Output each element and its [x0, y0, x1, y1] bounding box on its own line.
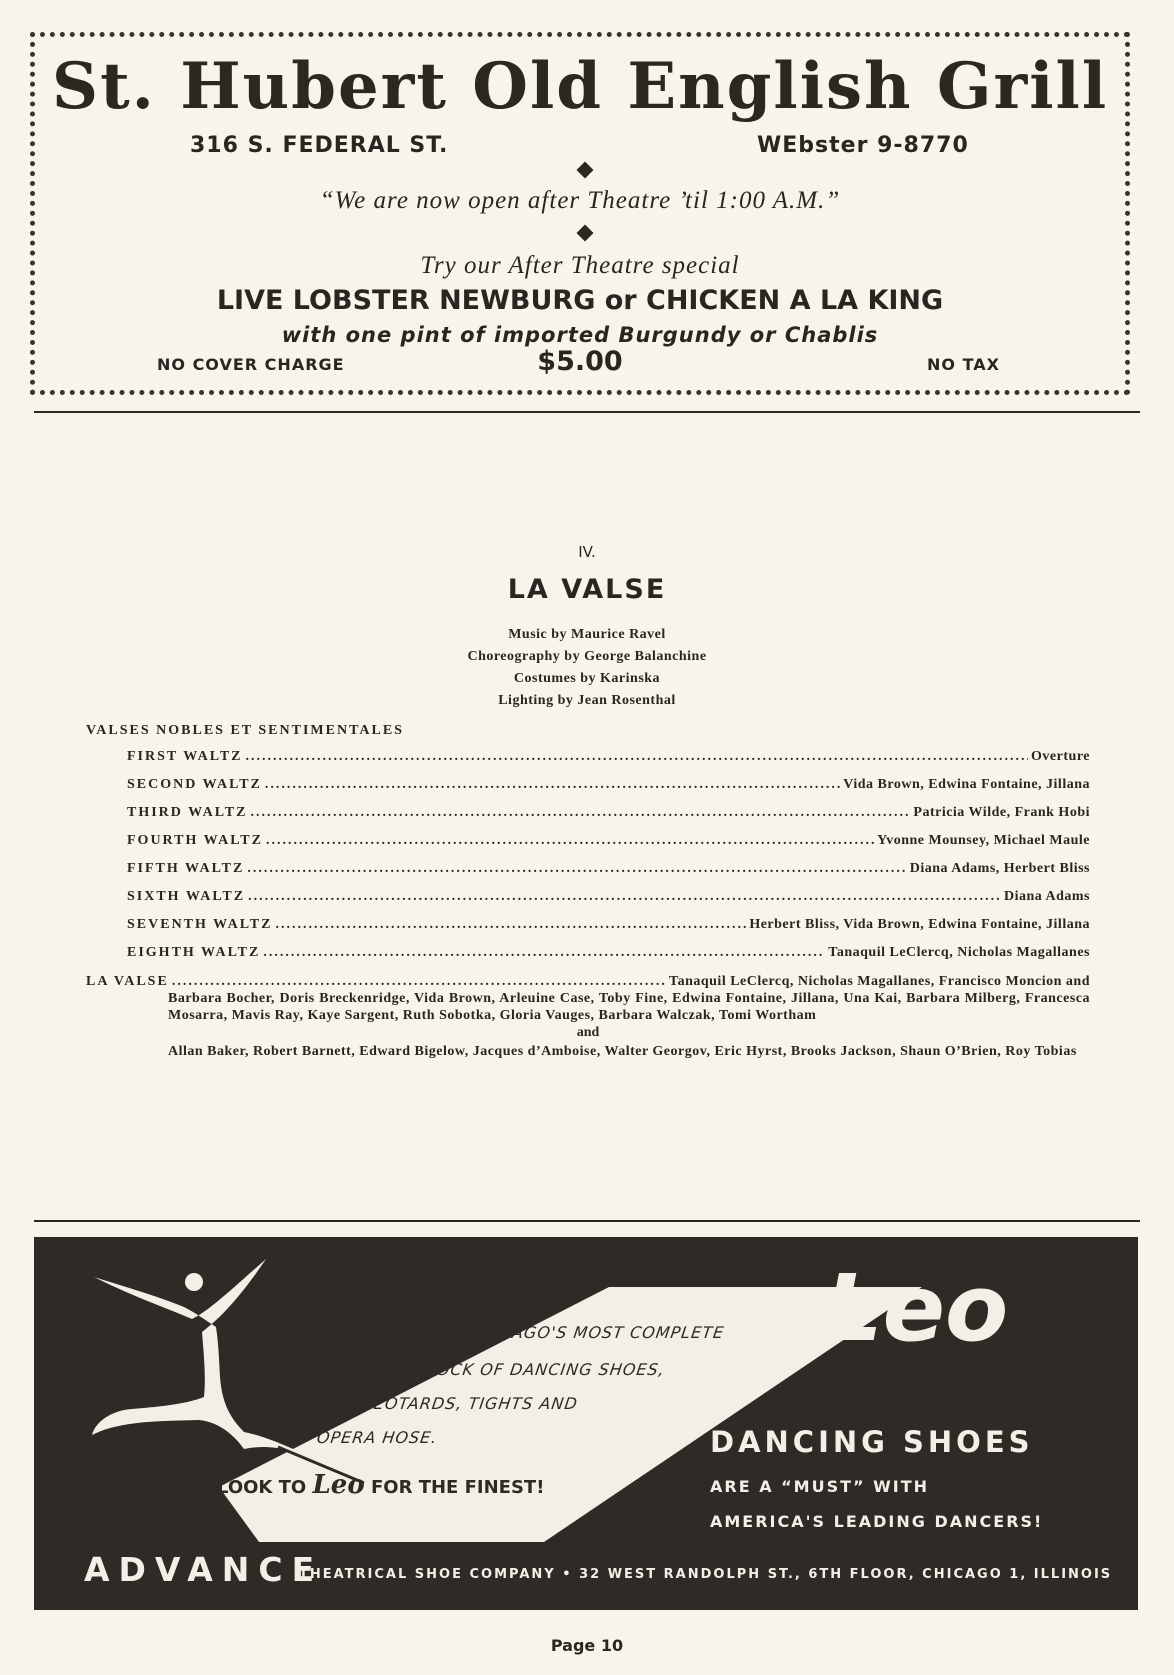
stock-line: OPERA HOSE. [315, 1428, 439, 1447]
la-valse-cast [86, 973, 1090, 1060]
dancer-figure-icon [92, 1259, 334, 1469]
special-price: $5.00 [537, 346, 623, 377]
must-line: AMERICA'S LEADING DANCERS! [710, 1512, 1044, 1531]
leo-shoes-advertisement [34, 1237, 1138, 1610]
waltz-name: THIRD WALTZ [127, 805, 248, 820]
leo-logo: Leo [824, 1255, 1009, 1362]
waltz-row [127, 945, 1090, 973]
special-intro: Try our After Theatre special [420, 252, 740, 279]
waltz-cast: Vida Brown, Edwina Fontaine, Jillana [843, 777, 1090, 792]
grill-address: 316 S. FEDERAL ST. [190, 133, 449, 158]
company-address: THEATRICAL SHOE COMPANY • 32 WEST RANDOLPH ST., 6TH FLOOR, CHICAGO 1, ILLINOIS [299, 1567, 1113, 1582]
dancing-shoes-heading: DANCING SHOES [710, 1425, 1034, 1459]
grill-name: St. Hubert Old English Grill [51, 49, 1109, 124]
waltz-name: FOURTH WALTZ [127, 833, 263, 848]
waltz-cast: Overture [1031, 749, 1090, 764]
must-line: ARE A “MUST” WITH [710, 1477, 930, 1496]
ensemble-men: Allan Baker, Robert Barnett, Edward Bigelow, Jacques d’Amboise, Walter Georgov, Eric Hyrst, Brooks Jackson, Shaun O’Brien, Roy Tobias [168, 1044, 1077, 1059]
page-number: Page 10 [550, 1636, 624, 1655]
waltz-cast: Diana Adams, Herbert Bliss [909, 861, 1090, 876]
leader-dots [265, 777, 840, 793]
look-to-line [217, 1470, 544, 1500]
leader-dots [250, 805, 910, 821]
waltz-row [127, 917, 1090, 945]
waltz-cast: Herbert Bliss, Vida Brown, Edwina Fontaine, Jillana [749, 917, 1090, 932]
waltz-name: SECOND WALTZ [127, 777, 262, 792]
leader-dots [263, 945, 825, 961]
cover-charge-note: NO COVER CHARGE [157, 355, 345, 374]
leader-dots [266, 833, 874, 849]
divider [34, 411, 1140, 413]
ensemble-women: Barbara Bocher, Doris Breckenridge, Vida Brown, Arleuine Case, Toby Fine, Edwina Fontaine, Jillana, Una Kai, Barbara Milberg, Francesca Mosarra, Mavis Ray, Kaye Sargent, Ruth Sobotka, Gloria Vauges, Barbara Walczak, Tomi Wortham [168, 991, 1090, 1023]
leader-dots [172, 973, 666, 990]
la-valse-lead: Tanaquil LeClercq, Nicholas Magallanes, Francisco Moncion and [669, 974, 1090, 989]
ensemble-and: and [576, 1025, 600, 1040]
waltz-cast: Tanaquil LeClercq, Nicholas Magallanes [828, 945, 1090, 960]
waltz-cast: Patricia Wilde, Frank Hobi [913, 805, 1090, 820]
stock-line: LEOTARDS, TIGHTS AND [362, 1394, 580, 1413]
diamond-ornament-icon [577, 225, 594, 242]
la-valse-lead-row [86, 973, 1090, 990]
ballet-title: LA VALSE [507, 574, 667, 605]
waltz-cast: Diana Adams [1003, 889, 1090, 904]
credits [0, 624, 1174, 712]
for-the-finest-text: FOR THE FINEST! [370, 1477, 545, 1498]
section-heading: VALSES NOBLES ET SENTIMENTALES [86, 723, 404, 738]
credit-lighting: Lighting by Jean Rosenthal [498, 693, 676, 708]
waltz-cast: Yvonne Mounsey, Michael Maule [877, 833, 1090, 848]
special-dishes: LIVE LOBSTER NEWBURG or CHICKEN A LA KING [216, 285, 944, 316]
waltz-name: FIRST WALTZ [127, 749, 243, 764]
stock-line: CHICAGO'S MOST COMPLETE [467, 1323, 726, 1342]
leader-dots [275, 917, 746, 933]
grill-advertisement [30, 32, 1130, 395]
waltz-row [127, 805, 1090, 833]
waltz-row [127, 861, 1090, 889]
credit-costumes: Costumes by Karinska [513, 671, 661, 686]
special-wine: with one pint of imported Burgundy or Chablis [281, 323, 879, 347]
la-valse-name: LA VALSE [86, 974, 169, 989]
divider [34, 1220, 1140, 1222]
waltz-row [127, 833, 1090, 861]
stock-line: STOCK OF DANCING SHOES, [413, 1360, 667, 1379]
credit-music: Music by Maurice Ravel [508, 627, 666, 642]
waltz-row [127, 777, 1090, 805]
leo-mini-logo: Leo [312, 1470, 365, 1500]
grill-phone: WEbster 9-8770 [757, 133, 969, 158]
waltz-name: EIGHTH WALTZ [127, 945, 261, 960]
waltz-row [127, 749, 1090, 777]
waltz-name: SIXTH WALTZ [127, 889, 246, 904]
waltz-list [127, 749, 1090, 973]
waltz-name: FIFTH WALTZ [127, 861, 245, 876]
leader-dots [248, 889, 1001, 905]
leader-dots [247, 861, 906, 877]
look-to-text: LOOK TO [217, 1477, 307, 1498]
diamond-ornament-icon [577, 162, 594, 179]
leader-dots [246, 749, 1029, 765]
waltz-name: SEVENTH WALTZ [127, 917, 273, 932]
waltz-row [127, 889, 1090, 917]
advance-brand: ADVANCE [84, 1550, 324, 1589]
hours-quote: “We are now open after Theatre ’til 1:00 A.M.” [319, 187, 841, 214]
tax-note: NO TAX [927, 355, 1000, 374]
program-number: IV. [578, 543, 596, 561]
credit-choreography: Choreography by George Balanchine [467, 649, 707, 664]
